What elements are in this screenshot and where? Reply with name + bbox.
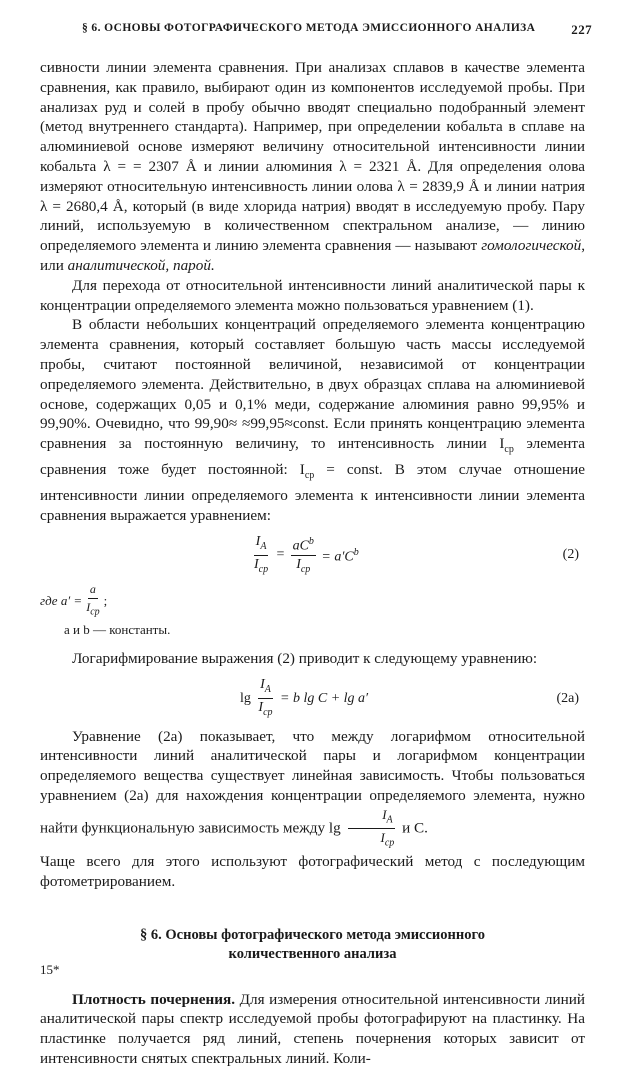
paragraph-6: Чаще всего для этого используют фотографический метод с последующим фотометрированием. [40, 852, 585, 890]
page-number: 227 [571, 22, 592, 37]
paragraph-3: В области небольших концентраций определяемого элемента концентрацию элемента сравнения, который составляет большую часть массы исследуемой пробы, считают постоянной величиной, независимой от концентрации определяемого элемента. Действительно, в двух образцах сплава на алюминиевой основе, содержащих 0,05 и 0,1% меди, содержание алюминия равно 99,95% и 99,90%. Очевидно, что 99,90≈ ≈99,95≈const. Если принять концентрацию элемента сравнения за постоянную величину, то интенсивность линии $I_{ср}$ элемента сравнения тоже будет постоянной: $I_{ср}$ = const. В этом случае отношение интенсивности линии определяемого элемента к интенсивности линии элемента сравнения выражается уравнением: [40, 316, 585, 524]
equation-2: $\frac{I_А}{I_{ср}}$ = $\frac{aC^b}{I_{ср}}$ = $a'C^b$ (2) [40, 533, 585, 577]
header-title: § 6. ОСНОВЫ ФОТОГРАФИЧЕСКОГО МЕТОДА ЭМИССИОННОГО АНАЛИЗА [82, 22, 536, 34]
equation-number: (2) [562, 547, 579, 563]
signature-mark: 15* [40, 962, 60, 977]
fraction-ia-icp: $\frac{I_А}{I_{ср}}$ [254, 534, 269, 575]
fraction-acb-icp: $\frac{aC^b}{I_{ср}}$ [291, 533, 316, 577]
where-clause: где a′ = $\frac{a}{I_{ср}}$ ; a и b — константы. [40, 582, 171, 637]
section-heading: § 6. Основы фотографического метода эмиссионного количественного анализа [140, 926, 485, 962]
paragraph-5: Уравнение (2а) показывает, что между логарифмом относительной интенсивности линий аналитической пары и логарифмом концентрации определяемого вещества существует линейная зависимость. Чтобы пользоваться уравнением (2а) для нахождения концентрации определяемого элемента, нужно найти функциональную зависимость между lg $\frac{I_А}{I_{ср}}$ и C. [40, 727, 585, 849]
paragraph-1: сивности линии элемента сравнения. При анализах сплавов в качестве элемента сравнения, как правило, выбирают один из компонентов исследуемой пробы. При анализах руд и солей в пробу обычно вводят специально подобранный элемент (метод внутреннего стандарта). Например, при определении кобальта в сплаве на алюминиевой основе измеряют величину относительной интенсивности линии кобальта λ = = 2307 Å и линии алюминия λ = 2321 Å. Для определения олова измеряют относительную интенсивность линии олова λ = 2839,9 Å и линии натрия λ = 2680,4 Å, который (в виде хлорида натрия) вводят в исследуемую пробу. Пару линий, используемую в количественном спектральном анализе, — линию определяемого элемента и линию элемента сравнения — называют гомологической, или аналитической, парой. [40, 59, 586, 274]
paragraph-7: Плотность почернения. Для измерения относительной интенсивности линий аналитической пары спектр исследуемой пробы фотографируют на пластинку. На пластинке получается ряд линий, степень почернения которых зависит от интенсивности снятых спектральных линий. Коли- [40, 990, 585, 1067]
paragraph-4: Логарифмирование выражения (2) приводит к следующему уравнению: [72, 649, 538, 667]
equation-number: (2а) [556, 690, 579, 706]
equation-2a: lg $\frac{I_А}{I_{ср}}$ = b lg C + lg a′ (2а) [240, 677, 579, 718]
paragraph-2: Для перехода от относительной интенсивности линий аналитической пары к концентрации определяемого элемента можно пользоваться уравнением (1). [40, 276, 585, 314]
body-text [40, 58, 585, 1069]
